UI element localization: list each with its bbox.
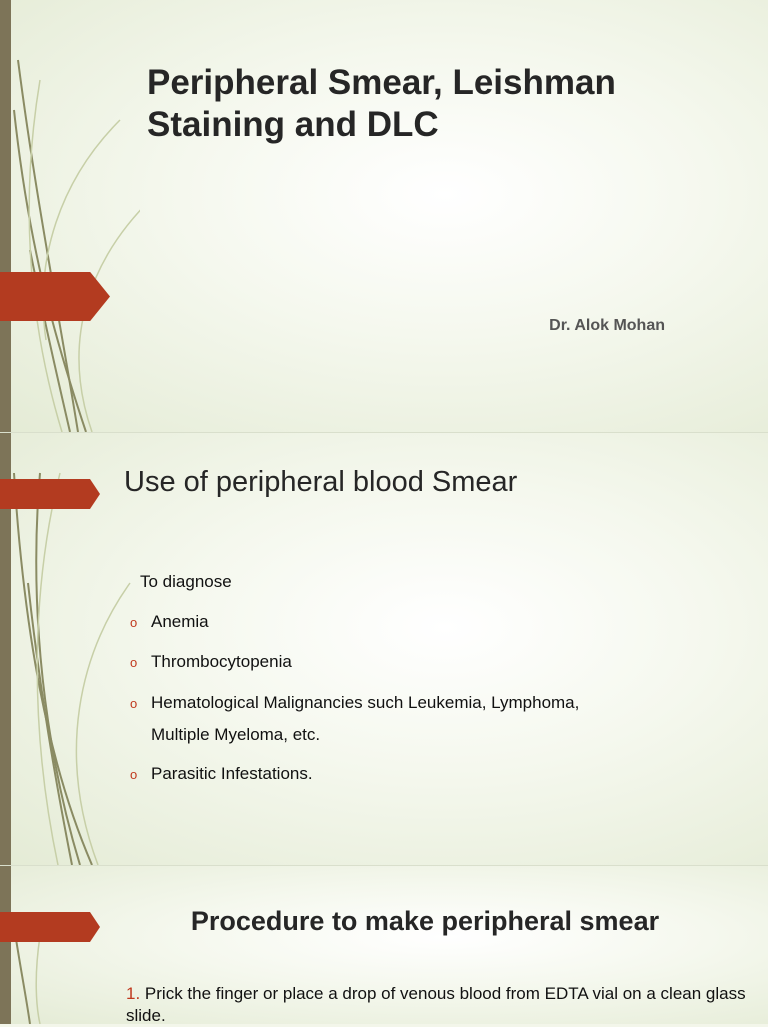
bullet-text: Hematological Malignancies such Leukemia, Lymphoma, <box>151 693 580 712</box>
accent-arrow-tab <box>0 479 100 509</box>
bullet-marker: o <box>130 615 138 630</box>
sidebar-strip <box>0 866 11 1024</box>
bullet-marker: o <box>130 655 138 670</box>
decorative-curves <box>0 866 140 1024</box>
slide-title: Procedure to make peripheral smear <box>190 906 660 936</box>
slide-title: Use of peripheral blood Smear <box>124 466 518 498</box>
step-text: Prick the finger or place a drop of venous blood from EDTA vial on a clean glass slide. <box>126 984 746 1025</box>
bullet-text: Thrombocytopenia <box>151 652 292 671</box>
procedure-step <box>126 983 746 1027</box>
author-name: Dr. Alok Mohan <box>549 317 665 334</box>
bullet-marker: o <box>130 696 138 711</box>
title-slide <box>0 0 768 432</box>
bullet-text: Parasitic Infestations. <box>151 764 313 783</box>
decorative-curves <box>0 0 140 432</box>
list-item <box>130 606 209 639</box>
slide-title: Peripheral Smear, Leishman Staining and DLC <box>147 63 616 144</box>
sidebar-strip <box>0 0 11 432</box>
bullet-text-continuation: Multiple Myeloma, etc. <box>151 725 321 744</box>
step-number: 1. <box>126 984 141 1003</box>
bullet-text: Anemia <box>151 612 209 631</box>
list-item <box>130 758 313 791</box>
bullet-marker: o <box>130 767 138 782</box>
intro-text: To diagnose <box>140 572 232 591</box>
list-item <box>130 646 292 679</box>
list-item <box>130 687 579 751</box>
accent-arrow-tab <box>0 272 110 321</box>
